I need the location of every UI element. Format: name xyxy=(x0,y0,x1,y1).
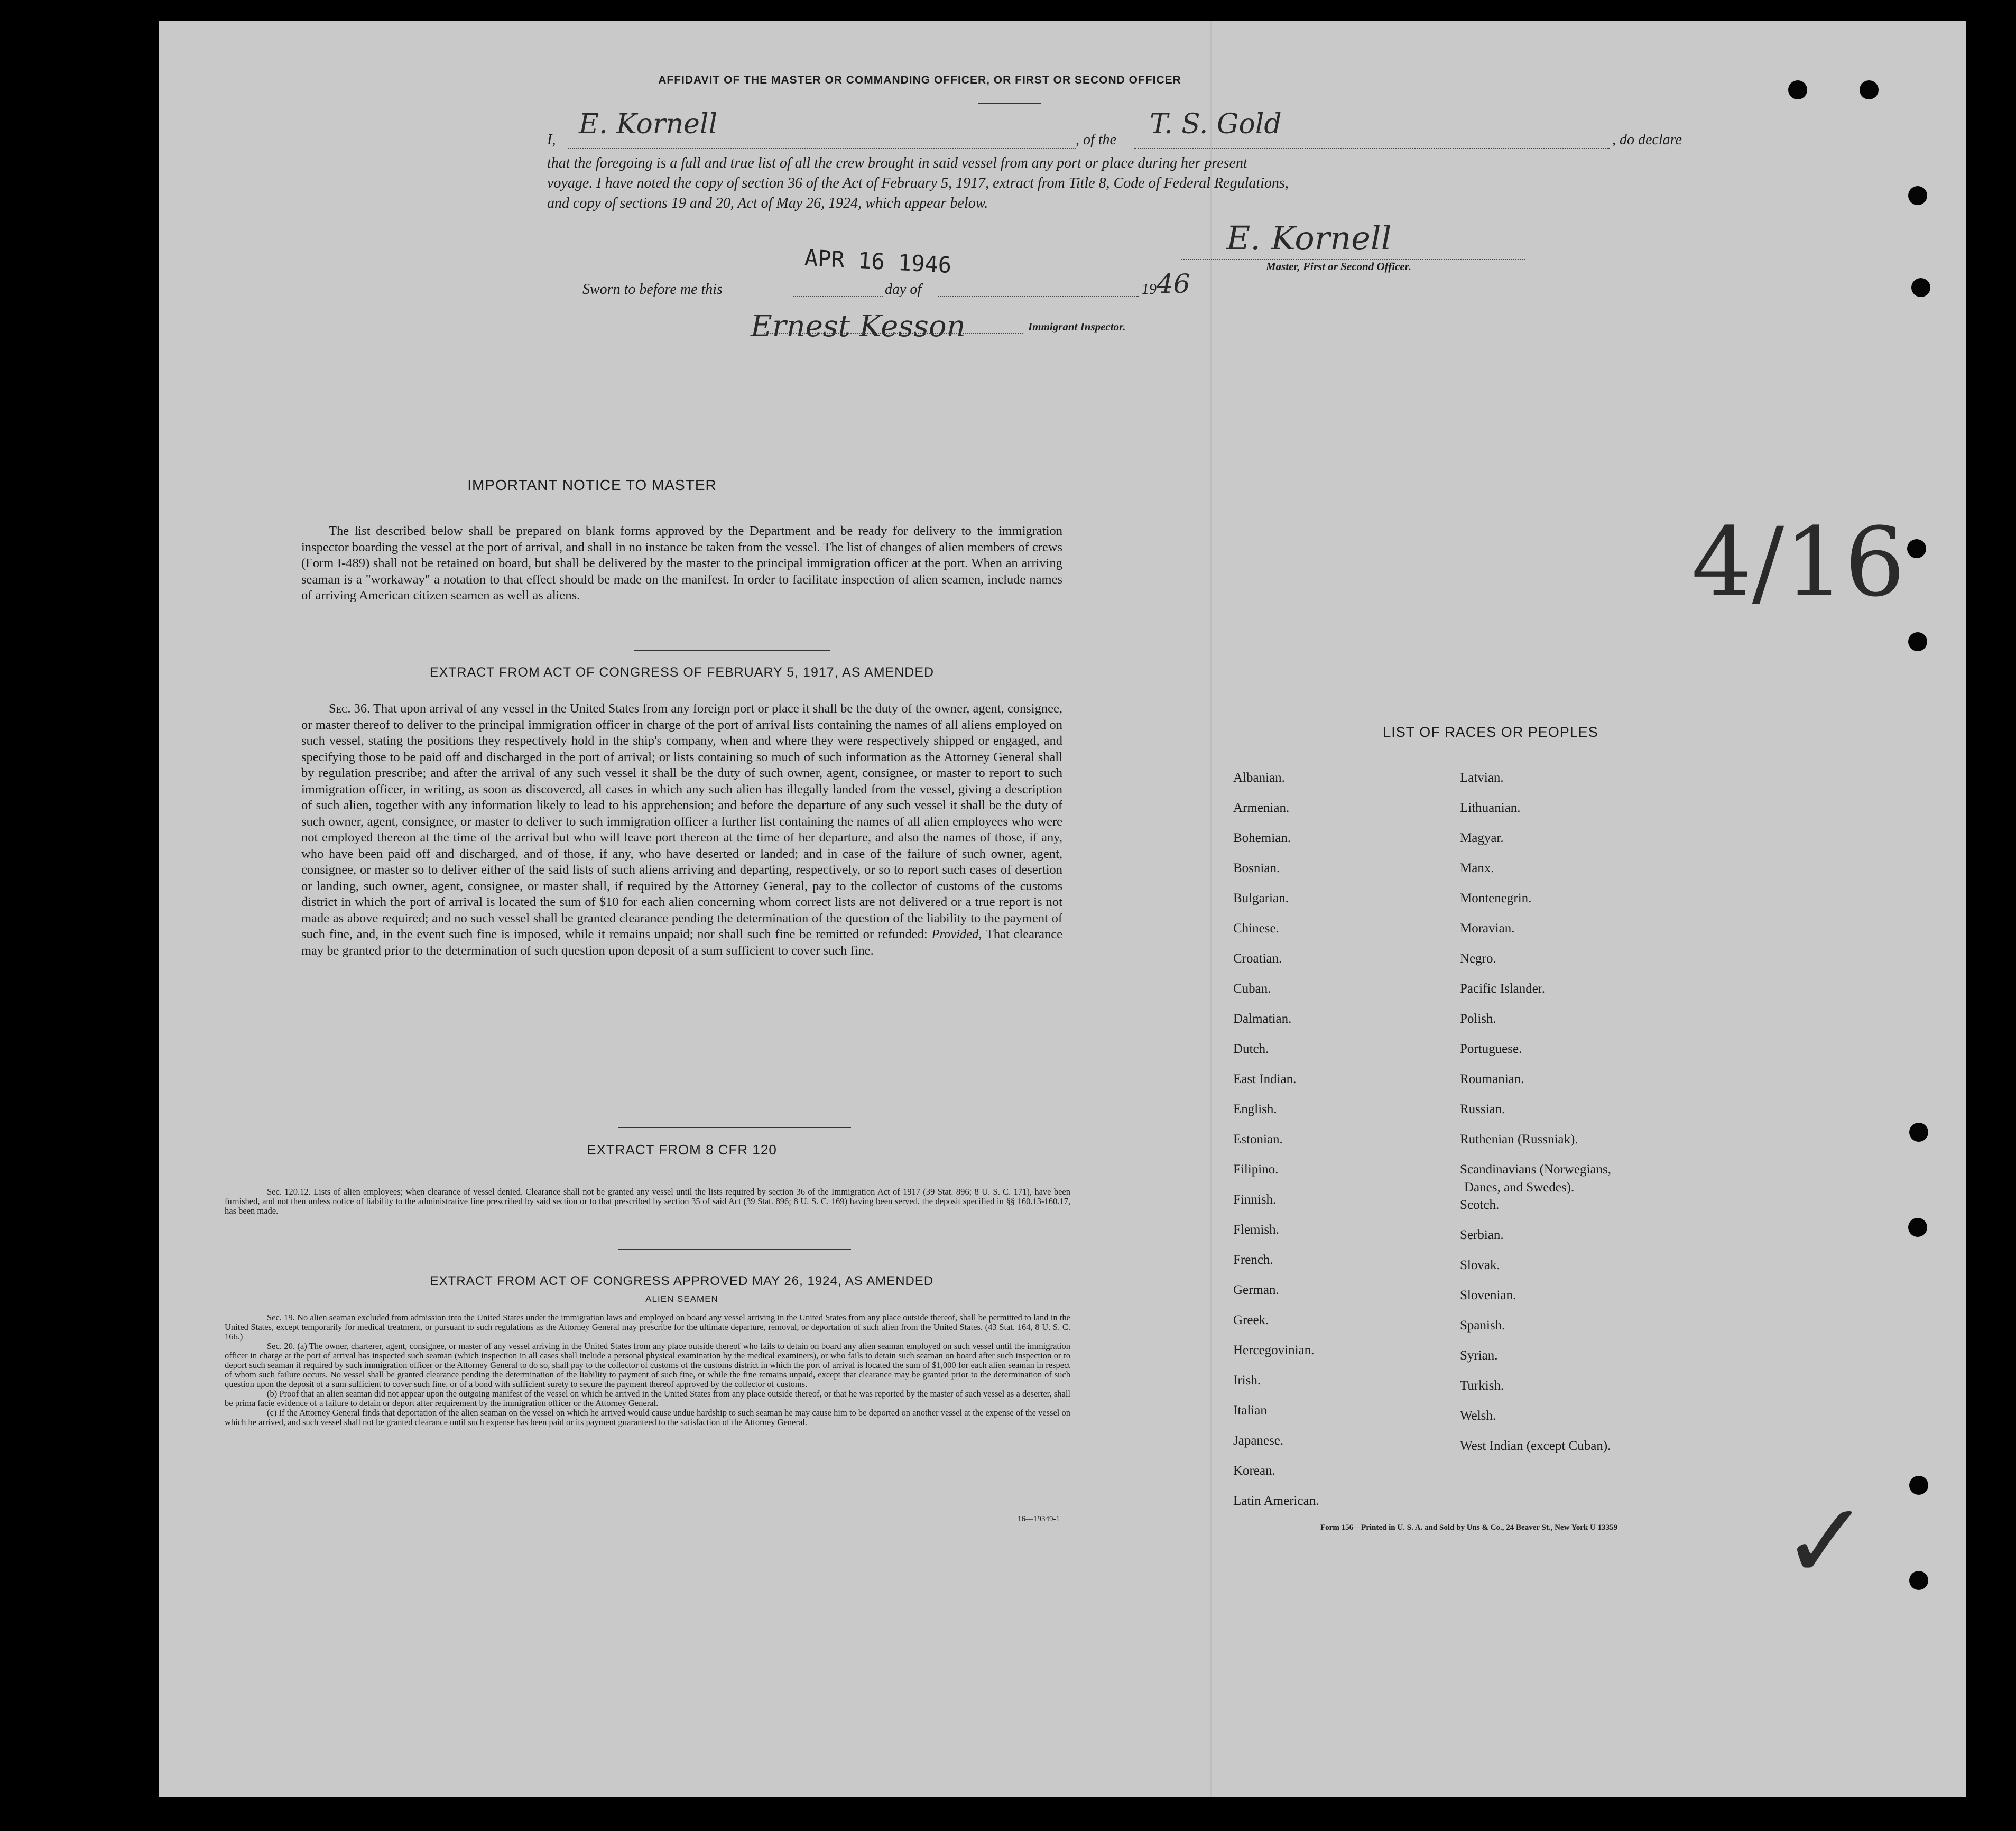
check-mark: ✓ xyxy=(1781,1480,1870,1603)
race-item: Hercegovinian. xyxy=(1233,1343,1315,1357)
punch-hole xyxy=(1860,80,1879,99)
section-rule xyxy=(634,650,830,651)
declaration-line-2: that the foregoing is a full and true list of all the crew brought in said vessel from any port or place during her present xyxy=(547,155,1247,171)
race-item: Italian xyxy=(1233,1403,1267,1418)
declaration-line-1 xyxy=(547,108,1694,153)
form-number: 16—19349-1 xyxy=(1018,1515,1060,1523)
declaration-line-3: voyage. I have noted the copy of section 36 of the Act of February 5, 1917, extract from Title 8, Code of Federal Regulations, xyxy=(547,175,1289,191)
race-item: Serbian. xyxy=(1460,1228,1504,1242)
date-stamp: APR 16 1946 xyxy=(803,244,952,279)
race-item: Slovak. xyxy=(1460,1258,1500,1272)
race-item: Lithuanian. xyxy=(1460,801,1521,815)
race-item: Slovenian. xyxy=(1460,1288,1516,1302)
section-19: Sec. 19. No alien seaman excluded from admission into the United States under the immigration laws and employed on board any vessel arriving in the United States from any place outside thereof, shall be permitted to land in the United States, except temporarily for medical treatment, or pursuant to such regulations as the Attorney General may prescribe for the ultimate departure, removal, or deportation of such alien from the United States. (43 Stat. 164, 8 U. S. C. 166.) xyxy=(225,1312,1070,1342)
race-item: Armenian. xyxy=(1233,801,1290,815)
punch-hole xyxy=(1909,1571,1928,1590)
race-item: Portuguese. xyxy=(1460,1042,1522,1056)
race-item: Dalmatian. xyxy=(1233,1012,1292,1026)
notice-title: IMPORTANT NOTICE TO MASTER xyxy=(467,477,717,493)
affidavit-declaration xyxy=(547,108,1694,214)
race-item: Russian. xyxy=(1460,1102,1505,1116)
punch-hole xyxy=(1908,632,1927,651)
inspector-caption: Immigrant Inspector. xyxy=(1028,320,1126,333)
section-rule xyxy=(618,1249,851,1250)
cfr-title: EXTRACT FROM 8 CFR 120 xyxy=(587,1142,777,1158)
punch-hole xyxy=(1907,539,1926,558)
race-item: Manx. xyxy=(1460,861,1494,875)
sworn-label: Sworn to before me this xyxy=(582,281,723,298)
do-declare-label: , do declare xyxy=(1612,132,1682,148)
race-item: Latvian. xyxy=(1460,771,1504,785)
race-item: Japanese. xyxy=(1233,1434,1284,1448)
race-item: Estonian. xyxy=(1233,1132,1283,1146)
race-item: Filipino. xyxy=(1233,1162,1279,1177)
race-item: Bosnian. xyxy=(1233,861,1280,875)
punch-hole xyxy=(1788,80,1807,99)
race-item: Ruthenian (Russniak). xyxy=(1460,1132,1578,1146)
race-item: Welsh. xyxy=(1460,1409,1496,1423)
race-item: Latin American. xyxy=(1233,1494,1319,1508)
race-item: Roumanian. xyxy=(1460,1072,1524,1086)
alien-seamen-subtitle: ALIEN SEAMEN xyxy=(645,1294,718,1304)
notice-body: The list described below shall be prepared on blank forms approved by the Department and be ready for delivery to the immigration inspector boarding the vessel at the port of arrival, and shall in no instance be taken from the vessel. The list of changes of alien members of crews (Form I-489) shall not be retained on board, but shall be delivered by the master to the principal immigration officer at the port. When an arriving seaman is a "workaway" a notation to that effect should be made on the manifest. In order to facilitate inspection of alien seamen, include names of arriving American citizen seamen as well as aliens. xyxy=(301,524,1062,603)
race-item: Finnish. xyxy=(1233,1192,1277,1207)
section-20a: Sec. 20. (a) The owner, charterer, agent, consignee, or master of any vessel arriving in the United States from any place outside thereof who fails to detain on board any alien seaman employed on such vessel until the immigration officer in charge at the port of arrival has inspected such seaman (which inspection in all cases shall include a personal physical examination by the medical examiners), or who fails to detain such seaman on board after such inspection or to deport such seaman if required by such immigration officer or the Attorney General to do so, shall pay to the collector of customs of the customs district in which the port of arrival is located the sum of $1,000 for each alien seaman in respect of whom such failure occurs. No vessel shall be granted clearance pending the determination of the liability to payment of such fine, or while the fine remains unpaid, except that clearance may be granted prior to the determination of such question upon the deposit of a sum sufficient to cover such fine, or of a bond with sufficient surety to secure the payment thereof approved by the collector of customs. xyxy=(225,1341,1070,1389)
handwritten-year: 46 xyxy=(1157,269,1190,299)
provided-label: Provided, xyxy=(931,927,982,941)
punch-hole xyxy=(1908,1218,1927,1237)
races-title: LIST OF RACES OR PEOPLES xyxy=(1383,724,1598,740)
section-36 xyxy=(301,701,1062,959)
race-item: Flemish. xyxy=(1233,1223,1279,1237)
race-item: English. xyxy=(1233,1102,1277,1116)
punch-hole xyxy=(1909,1123,1928,1142)
race-item: Montenegrin. xyxy=(1460,891,1532,905)
race-item: Polish. xyxy=(1460,1012,1496,1026)
race-item: Greek. xyxy=(1233,1313,1269,1327)
day-field xyxy=(793,296,883,297)
declaration-line-4: and copy of sections 19 and 20, Act of May 26, 1924, which appear below. xyxy=(547,195,988,211)
race-item: Negro. xyxy=(1460,951,1496,966)
name-field xyxy=(568,108,1076,149)
cfr-body: Sec. 120.12. Lists of alien employees; when clearance of vessel denied. Clearance shall not be granted any vessel until the lists required by section 36 of the Immigration Act of 1917 (39 Stat. 896; 8 U. S. C. 171), have been furnished, and not then unless notice of liability to the administrative fine prescribed by said section or to that prescribed by section 35 of said Act (39 Stat. 896; 8 U. S. C. 169) having been served, the deposit specified in §§ 160.13-160.17, has been made. xyxy=(225,1187,1070,1216)
section-20b: (b) Proof that an alien seaman did not appear upon the outgoing manifest of the vessel on which he arrived in the United States from any place outside thereof, or that he was reported by the master of such vessel as a deserter, shall be prima facie evidence of a failure to detain or deport after requirement by the immigration officer or the Attorney General. xyxy=(225,1389,1070,1408)
race-item: Turkish. xyxy=(1460,1379,1504,1393)
affidavit-title: AFFIDAVIT OF THE MASTER OR COMMANDING OFFICER, OR FIRST OR SECOND OFFICER xyxy=(658,74,1181,86)
section-36-label: Sec. 36. xyxy=(329,701,371,716)
extract-1917-title: EXTRACT FROM ACT OF CONGRESS OF FEBRUARY 5, 1917, AS AMENDED xyxy=(429,665,935,680)
race-item: Croatian. xyxy=(1233,951,1282,966)
race-item: Danes, and Swedes). xyxy=(1464,1180,1575,1195)
inspector-line xyxy=(764,333,1023,334)
race-item: Syrian. xyxy=(1460,1348,1498,1363)
title-rule xyxy=(978,103,1041,104)
punch-hole xyxy=(1909,1476,1928,1495)
race-item: Chinese. xyxy=(1233,921,1279,936)
provided-body: That clearance may be granted prior to the determination of such question upon deposit of a sum sufficient to cover such fine. xyxy=(301,927,1063,958)
handwritten-name: E. Kornell xyxy=(579,108,718,140)
extract-1924-body xyxy=(225,1313,1070,1427)
race-item: West Indian (except Cuban). xyxy=(1460,1439,1611,1453)
race-item: Magyar. xyxy=(1460,831,1504,845)
vessel-field xyxy=(1134,108,1610,149)
day-of-label: day of xyxy=(885,281,922,298)
section-rule xyxy=(618,1127,851,1128)
race-item: Bulgarian. xyxy=(1233,891,1289,905)
year-prefix: 19 xyxy=(1142,281,1157,298)
extract-1924-title: EXTRACT FROM ACT OF CONGRESS APPROVED MAY 26, 1924, AS AMENDED xyxy=(430,1274,934,1288)
race-item: German. xyxy=(1233,1283,1279,1297)
race-item: Scandinavians (Norwegians, xyxy=(1460,1162,1612,1177)
printer-footer: Form 156—Printed in U. S. A. and Sold by Uns & Co., 24 Beaver St., New York U 13359 xyxy=(1320,1523,1618,1532)
document-page xyxy=(159,21,1966,1797)
race-item: Irish. xyxy=(1233,1373,1261,1388)
punch-hole xyxy=(1911,278,1930,297)
race-item: Bohemian. xyxy=(1233,831,1291,845)
race-item: Pacific Islander. xyxy=(1460,982,1546,996)
section-36-body: That upon arrival of any vessel in the United States from any foreign port or place it shall be the duty of the owner, agent, consignee, or master thereof to deliver to the principal immigration officer in charge of the port of arrival lists containing the names of all aliens employed on such vessel, stating the positions they respectively hold in the ship's company, when and where they were respectively shipped or engaged, and specifying those to be paid off and discharged in the port of arrival; or lists containing so much of such information as the Attorney General shall by regulation prescribe; and after the arrival of any such vessel it shall be the duty of such owner, agent, consignee, or master to report to such immigration officer, in writing, as soon as discovered, all cases in which any such alien has illegally landed from the vessel, giving a description of such alien, together with any information likely to lead to his apprehension; and before the departure of any such vessel it shall be the duty of such owner, agent, consignee, or master to deliver to such immigration officer a further list containing the names of all alien employees who were not employed thereon at the time of the arrival but who will leave port thereon at the time of her departure, and also the names of those, if any, who have been paid off and discharged, and of those, if any, who have deserted or landed; and in case of the failure of such owner, agent, consignee, or master so to deliver either of the said lists of such aliens arriving and departing, respectively, or so to report such cases of desertion or landing, such owner, agent, consignee, or master shall, if required by the Attorney General, pay to the collector of customs of the customs district in which the port of arrival is located the sum of $10 for each alien concerning whom correct lists are not delivered or a true report is not made as above required; and no such vessel shall be granted clearance pending the determination of the question of the liability to the payment of such fine, and, in the event such fine is imposed, while it remains unpaid; nor shall such fine be remitted or refunded: xyxy=(301,701,1062,941)
punch-hole xyxy=(1908,186,1927,205)
race-item: French. xyxy=(1233,1253,1273,1267)
master-caption: Master, First or Second Officer. xyxy=(1266,260,1411,273)
date-annotation: 4/16 xyxy=(1691,507,1906,618)
handwritten-vessel: T. S. Gold xyxy=(1150,108,1282,140)
race-item: Spanish. xyxy=(1460,1318,1505,1333)
inspector-signature: Ernest Kesson xyxy=(751,309,966,344)
fold-line xyxy=(1210,21,1212,1797)
i-label: I, xyxy=(547,132,556,148)
race-item: Korean. xyxy=(1233,1464,1275,1478)
race-item: Scotch. xyxy=(1460,1198,1500,1212)
month-field xyxy=(938,296,1139,297)
race-item: East Indian. xyxy=(1233,1072,1297,1086)
master-signature: E. Kornell xyxy=(1226,219,1392,257)
of-the-label: , of the xyxy=(1076,132,1116,148)
race-item: Albanian. xyxy=(1233,771,1285,785)
race-item: Cuban. xyxy=(1233,982,1271,996)
section-20c: (c) If the Attorney General finds that deportation of the alien seaman on the vessel on which he arrived would cause undue hardship to such seaman he may cause him to be deported on another vessel at the expense of the vessel on which he arrived, and such vessel shall not be granted clearance until such expense has been paid or its payment guaranteed to the satisfaction of the Attorney General. xyxy=(225,1408,1070,1427)
race-item: Moravian. xyxy=(1460,921,1515,936)
race-item: Dutch. xyxy=(1233,1042,1269,1056)
